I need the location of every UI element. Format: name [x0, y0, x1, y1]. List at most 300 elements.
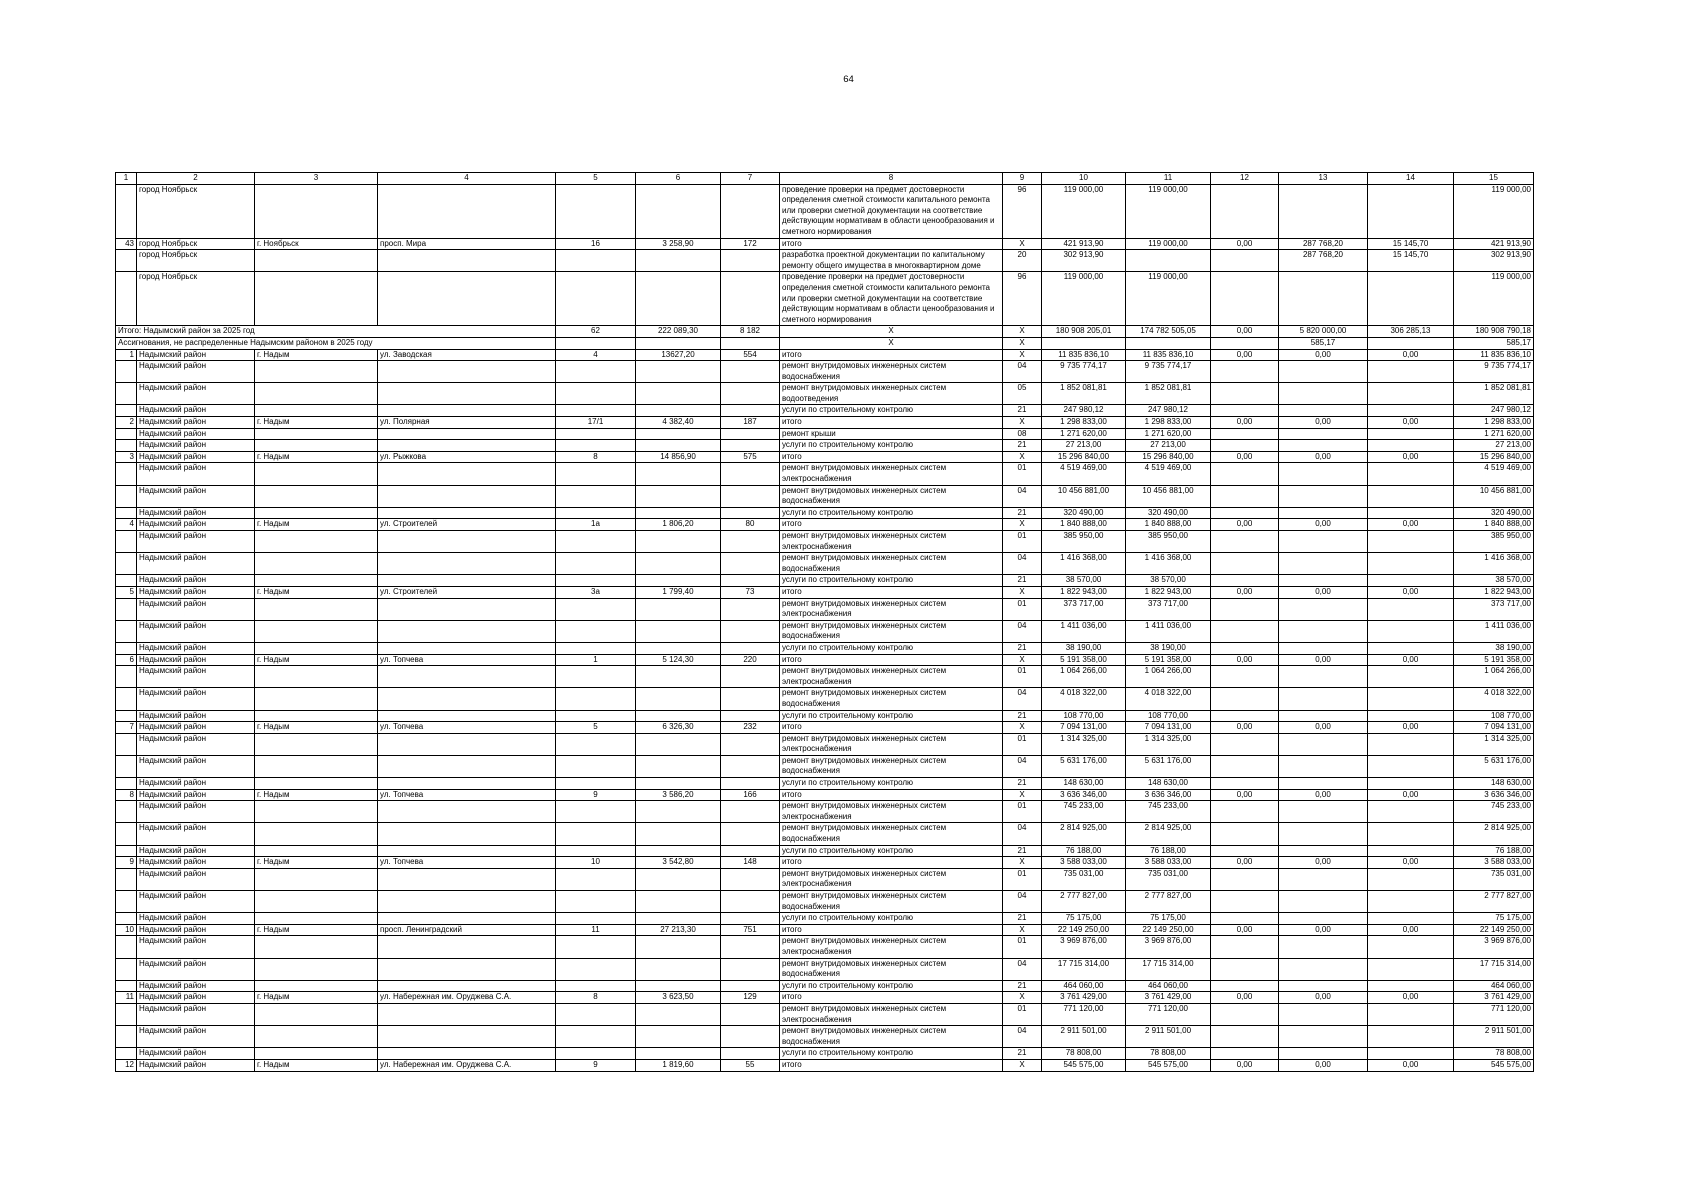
work-type: итого	[780, 519, 1003, 531]
row-number	[116, 891, 137, 913]
amount-c15: 4 018 322,00	[1454, 688, 1534, 710]
work-code: X	[1003, 654, 1042, 666]
amount-c11: 5 631 176,00	[1126, 755, 1211, 777]
city	[255, 801, 378, 823]
table-row	[116, 405, 1534, 417]
amount-c12: 0,00	[1211, 326, 1279, 338]
capital-repair-table	[115, 172, 1534, 1072]
amount-c12	[1211, 891, 1279, 913]
column-number-14: 14	[1368, 173, 1454, 185]
street: просп. Ленинградский	[378, 924, 556, 936]
municipality: Надымский район	[137, 349, 255, 361]
area-value	[636, 531, 721, 553]
area-value	[636, 642, 721, 654]
residents-value	[721, 845, 780, 857]
work-type: услуги по строительному контролю	[780, 507, 1003, 519]
amount-c13: 0,00	[1279, 924, 1368, 936]
residents-value	[721, 710, 780, 722]
column-number-15: 15	[1454, 173, 1534, 185]
amount-c11	[1126, 250, 1211, 272]
amount-c13: 0,00	[1279, 722, 1368, 734]
house-number	[556, 620, 636, 642]
work-type: итого	[780, 1059, 1003, 1071]
row-number	[116, 405, 137, 417]
table-row	[116, 936, 1534, 958]
amount-c11: 1 064 266,00	[1126, 666, 1211, 688]
row-number	[116, 250, 137, 272]
table-row	[116, 440, 1534, 452]
work-code: 01	[1003, 1003, 1042, 1025]
amount-c11: 735 031,00	[1126, 868, 1211, 890]
municipality: Надымский район	[137, 891, 255, 913]
amount-c14	[1368, 958, 1454, 980]
work-type: итого	[780, 451, 1003, 463]
house-number	[556, 507, 636, 519]
area-value	[636, 666, 721, 688]
table-row	[116, 463, 1534, 485]
amount-c14: 0,00	[1368, 519, 1454, 531]
work-type: итого	[780, 992, 1003, 1004]
house-number	[556, 778, 636, 790]
amount-c11: 2 777 827,00	[1126, 891, 1211, 913]
city	[255, 642, 378, 654]
work-type: ремонт внутридомовых инженерных систем водоснабжения	[780, 485, 1003, 507]
area-value	[636, 361, 721, 383]
residents-value	[721, 440, 780, 452]
table-row	[116, 250, 1534, 272]
amount-c11: 4 519 469,00	[1126, 463, 1211, 485]
table-row	[116, 238, 1534, 250]
work-type: X	[780, 326, 1003, 338]
row-number: 12	[116, 1059, 137, 1071]
amount-c14	[1368, 913, 1454, 925]
area-value	[636, 405, 721, 417]
street	[378, 778, 556, 790]
row-number	[116, 1048, 137, 1060]
amount-c14	[1368, 463, 1454, 485]
residents-value	[721, 913, 780, 925]
street	[378, 891, 556, 913]
row-number: 11	[116, 992, 137, 1004]
work-type: итого	[780, 789, 1003, 801]
row-number	[116, 845, 137, 857]
amount-c12	[1211, 531, 1279, 553]
amount-c14: 0,00	[1368, 654, 1454, 666]
work-code: X	[1003, 337, 1042, 349]
work-type: ремонт внутридомовых инженерных систем электроснабжения	[780, 531, 1003, 553]
amount-c10: 119 000,00	[1042, 272, 1126, 326]
city: г. Надым	[255, 654, 378, 666]
house-number: 1	[556, 654, 636, 666]
area-value: 4 382,40	[636, 417, 721, 429]
table-row	[116, 980, 1534, 992]
work-code: X	[1003, 238, 1042, 250]
amount-c12	[1211, 405, 1279, 417]
amount-c10: 27 213,00	[1042, 440, 1126, 452]
amount-c15: 5 191 358,00	[1454, 654, 1534, 666]
amount-c10: 5 191 358,00	[1042, 654, 1126, 666]
residents-value	[721, 531, 780, 553]
table-row	[116, 801, 1534, 823]
work-code: 01	[1003, 463, 1042, 485]
street	[378, 710, 556, 722]
row-number	[116, 184, 137, 238]
work-code: 04	[1003, 1026, 1042, 1048]
work-code: 04	[1003, 688, 1042, 710]
work-type: проведение проверки на предмет достоверности определения сметной стоимости капитального ремонта или проверки сметной документации на соответствие действующим нормативам в области ценообразования и сметного нормирования	[780, 272, 1003, 326]
amount-c12	[1211, 666, 1279, 688]
table-row	[116, 553, 1534, 575]
amount-c13	[1279, 575, 1368, 587]
amount-c13: 0,00	[1279, 1059, 1368, 1071]
amount-c13	[1279, 936, 1368, 958]
amount-c11: 320 490,00	[1126, 507, 1211, 519]
amount-c14	[1368, 440, 1454, 452]
residents-value	[721, 778, 780, 790]
street	[378, 361, 556, 383]
city	[255, 361, 378, 383]
amount-c10: 76 188,00	[1042, 845, 1126, 857]
city: г. Надым	[255, 349, 378, 361]
work-type: услуги по строительному контролю	[780, 405, 1003, 417]
street	[378, 440, 556, 452]
amount-c12: 0,00	[1211, 992, 1279, 1004]
amount-c14: 0,00	[1368, 789, 1454, 801]
column-number-8: 8	[780, 173, 1003, 185]
work-type: услуги по строительному контролю	[780, 440, 1003, 452]
amount-c10: 1 314 325,00	[1042, 733, 1126, 755]
amount-c14	[1368, 688, 1454, 710]
amount-c11: 75 175,00	[1126, 913, 1211, 925]
amount-c15: 373 717,00	[1454, 598, 1534, 620]
street: ул. Рыжкова	[378, 451, 556, 463]
column-number-4: 4	[378, 173, 556, 185]
city	[255, 250, 378, 272]
street	[378, 598, 556, 620]
work-code: 04	[1003, 553, 1042, 575]
residents-value	[721, 428, 780, 440]
municipality: Надымский район	[137, 428, 255, 440]
work-type: ремонт внутридомовых инженерных систем водоснабжения	[780, 891, 1003, 913]
amount-c13: 0,00	[1279, 519, 1368, 531]
table-row	[116, 1048, 1534, 1060]
municipality: Надымский район	[137, 755, 255, 777]
table-row	[116, 507, 1534, 519]
house-number: 10	[556, 857, 636, 869]
street	[378, 507, 556, 519]
amount-c14	[1368, 620, 1454, 642]
amount-c15: 421 913,90	[1454, 238, 1534, 250]
work-code: 04	[1003, 485, 1042, 507]
row-number	[116, 733, 137, 755]
work-type: ремонт внутридомовых инженерных систем электроснабжения	[780, 1003, 1003, 1025]
amount-c11: 7 094 131,00	[1126, 722, 1211, 734]
house-number	[556, 250, 636, 272]
amount-c11: 78 808,00	[1126, 1048, 1211, 1060]
amount-c14	[1368, 598, 1454, 620]
row-number	[116, 710, 137, 722]
residents-value	[721, 405, 780, 417]
amount-c15: 2 911 501,00	[1454, 1026, 1534, 1048]
table-row	[116, 428, 1534, 440]
street	[378, 980, 556, 992]
residents-value	[721, 891, 780, 913]
work-code: X	[1003, 451, 1042, 463]
area-value: 6 326,30	[636, 722, 721, 734]
street	[378, 184, 556, 238]
house-number	[556, 733, 636, 755]
city	[255, 733, 378, 755]
street: ул. Топчева	[378, 789, 556, 801]
house-number	[556, 463, 636, 485]
amount-c12: 0,00	[1211, 722, 1279, 734]
amount-c13: 287 768,20	[1279, 238, 1368, 250]
row-number	[116, 507, 137, 519]
work-type: ремонт внутридомовых инженерных систем водоснабжения	[780, 553, 1003, 575]
work-code: 01	[1003, 666, 1042, 688]
amount-c10: 3 588 033,00	[1042, 857, 1126, 869]
city: г. Надым	[255, 924, 378, 936]
amount-c13	[1279, 733, 1368, 755]
residents-value	[721, 868, 780, 890]
amount-c10: 1 411 036,00	[1042, 620, 1126, 642]
work-type: ремонт внутридомовых инженерных систем водоснабжения	[780, 755, 1003, 777]
work-code: 04	[1003, 958, 1042, 980]
city	[255, 688, 378, 710]
area-value: 222 089,30	[636, 326, 721, 338]
row-number	[116, 485, 137, 507]
amount-c15: 247 980,12	[1454, 405, 1534, 417]
area-value	[636, 428, 721, 440]
residents-value	[721, 337, 780, 349]
house-number	[556, 823, 636, 845]
work-code: 01	[1003, 936, 1042, 958]
residents-value	[721, 575, 780, 587]
area-value	[636, 936, 721, 958]
municipality: Надымский район	[137, 733, 255, 755]
amount-c14	[1368, 1048, 1454, 1060]
amount-c14	[1368, 1026, 1454, 1048]
city: г. Надым	[255, 417, 378, 429]
amount-c15: 1 298 833,00	[1454, 417, 1534, 429]
city: г. Надым	[255, 857, 378, 869]
amount-c13	[1279, 642, 1368, 654]
amount-c12	[1211, 383, 1279, 405]
amount-c10: 148 630,00	[1042, 778, 1126, 790]
amount-c10: 4 519 469,00	[1042, 463, 1126, 485]
amount-c10: 78 808,00	[1042, 1048, 1126, 1060]
area-value: 3 542,80	[636, 857, 721, 869]
area-value: 3 586,20	[636, 789, 721, 801]
row-number	[116, 666, 137, 688]
street: ул. Строителей	[378, 586, 556, 598]
amount-c12	[1211, 361, 1279, 383]
residents-value: 8 182	[721, 326, 780, 338]
amount-c12	[1211, 507, 1279, 519]
residents-value	[721, 688, 780, 710]
municipality: Надымский район	[137, 958, 255, 980]
residents-value	[721, 642, 780, 654]
amount-c13	[1279, 620, 1368, 642]
work-code: 04	[1003, 361, 1042, 383]
row-number: 9	[116, 857, 137, 869]
street	[378, 1003, 556, 1025]
row-number	[116, 531, 137, 553]
city	[255, 868, 378, 890]
row-number	[116, 1026, 137, 1048]
street	[378, 575, 556, 587]
row-number: 1	[116, 349, 137, 361]
amount-c11: 119 000,00	[1126, 272, 1211, 326]
municipality: Надымский район	[137, 405, 255, 417]
amount-c10: 2 911 501,00	[1042, 1026, 1126, 1048]
residents-value	[721, 184, 780, 238]
table-row	[116, 1003, 1534, 1025]
city	[255, 598, 378, 620]
area-value	[636, 980, 721, 992]
house-number	[556, 485, 636, 507]
area-value	[636, 913, 721, 925]
municipality: Надымский район	[137, 440, 255, 452]
table-row	[116, 451, 1534, 463]
amount-c13	[1279, 778, 1368, 790]
amount-c10: 247 980,12	[1042, 405, 1126, 417]
street	[378, 755, 556, 777]
area-value	[636, 1026, 721, 1048]
municipality: город Ноябрьск	[137, 272, 255, 326]
row-number	[116, 598, 137, 620]
amount-c12	[1211, 1003, 1279, 1025]
column-number-6: 6	[636, 173, 721, 185]
area-value	[636, 801, 721, 823]
row-number: 7	[116, 722, 137, 734]
residents-value: 232	[721, 722, 780, 734]
amount-c12: 0,00	[1211, 519, 1279, 531]
table-row	[116, 666, 1534, 688]
amount-c14	[1368, 337, 1454, 349]
municipality: Надымский район	[137, 451, 255, 463]
work-type: итого	[780, 417, 1003, 429]
amount-c14: 0,00	[1368, 349, 1454, 361]
residents-value	[721, 733, 780, 755]
residents-value	[721, 980, 780, 992]
amount-c12	[1211, 710, 1279, 722]
amount-c13	[1279, 507, 1368, 519]
house-number	[556, 710, 636, 722]
house-number	[556, 958, 636, 980]
amount-c10	[1042, 337, 1126, 349]
amount-c14	[1368, 936, 1454, 958]
work-type: ремонт внутридомовых инженерных систем водоотведения	[780, 383, 1003, 405]
municipality: город Ноябрьск	[137, 250, 255, 272]
amount-c11: 76 188,00	[1126, 845, 1211, 857]
amount-c10: 11 835 836,10	[1042, 349, 1126, 361]
municipality: Надымский район	[137, 654, 255, 666]
amount-c12	[1211, 250, 1279, 272]
table-row	[116, 755, 1534, 777]
total-label: Итого: Надымский район за 2025 год	[116, 326, 556, 338]
municipality: Надымский район	[137, 924, 255, 936]
row-number	[116, 428, 137, 440]
municipality: Надымский район	[137, 1026, 255, 1048]
table-row	[116, 417, 1534, 429]
amount-c11: 1 271 620,00	[1126, 428, 1211, 440]
amount-c11: 148 630,00	[1126, 778, 1211, 790]
amount-c11: 17 715 314,00	[1126, 958, 1211, 980]
amount-c10: 320 490,00	[1042, 507, 1126, 519]
municipality: Надымский район	[137, 598, 255, 620]
municipality: Надымский район	[137, 868, 255, 890]
amount-c13	[1279, 463, 1368, 485]
city	[255, 936, 378, 958]
amount-c15: 771 120,00	[1454, 1003, 1534, 1025]
amount-c13	[1279, 1003, 1368, 1025]
work-code: 21	[1003, 778, 1042, 790]
amount-c15: 27 213,00	[1454, 440, 1534, 452]
city	[255, 823, 378, 845]
amount-c10: 5 631 176,00	[1042, 755, 1126, 777]
work-code: 04	[1003, 891, 1042, 913]
house-number: 4	[556, 349, 636, 361]
work-type: итого	[780, 238, 1003, 250]
work-code: 21	[1003, 440, 1042, 452]
row-number	[116, 440, 137, 452]
house-number	[556, 891, 636, 913]
amount-c14: 0,00	[1368, 451, 1454, 463]
city	[255, 1048, 378, 1060]
residents-value: 55	[721, 1059, 780, 1071]
house-number	[556, 845, 636, 857]
house-number	[556, 1026, 636, 1048]
amount-c15: 15 296 840,00	[1454, 451, 1534, 463]
street	[378, 868, 556, 890]
street: просп. Мира	[378, 238, 556, 250]
work-code: 05	[1003, 383, 1042, 405]
amount-c13	[1279, 710, 1368, 722]
amount-c15: 38 190,00	[1454, 642, 1534, 654]
amount-c10: 464 060,00	[1042, 980, 1126, 992]
row-number	[116, 575, 137, 587]
municipality: Надымский район	[137, 913, 255, 925]
amount-c11: 3 969 876,00	[1126, 936, 1211, 958]
amount-c14	[1368, 272, 1454, 326]
residents-value	[721, 463, 780, 485]
amount-c14	[1368, 383, 1454, 405]
house-number	[556, 801, 636, 823]
column-number-3: 3	[255, 173, 378, 185]
amount-c14: 0,00	[1368, 722, 1454, 734]
amount-c13: 0,00	[1279, 857, 1368, 869]
row-number	[116, 980, 137, 992]
table-row	[116, 184, 1534, 238]
street: ул. Топчева	[378, 654, 556, 666]
amount-c11	[1126, 337, 1211, 349]
amount-c12	[1211, 440, 1279, 452]
amount-c10: 108 770,00	[1042, 710, 1126, 722]
work-type: ремонт внутридомовых инженерных систем электроснабжения	[780, 733, 1003, 755]
area-value	[636, 1003, 721, 1025]
column-number-row	[116, 173, 1534, 185]
column-number-9: 9	[1003, 173, 1042, 185]
house-number	[556, 428, 636, 440]
work-code: X	[1003, 992, 1042, 1004]
amount-c13	[1279, 1048, 1368, 1060]
amount-c14	[1368, 733, 1454, 755]
street: ул. Строителей	[378, 519, 556, 531]
city: г. Ноябрьск	[255, 238, 378, 250]
municipality: Надымский район	[137, 531, 255, 553]
municipality: Надымский район	[137, 801, 255, 823]
